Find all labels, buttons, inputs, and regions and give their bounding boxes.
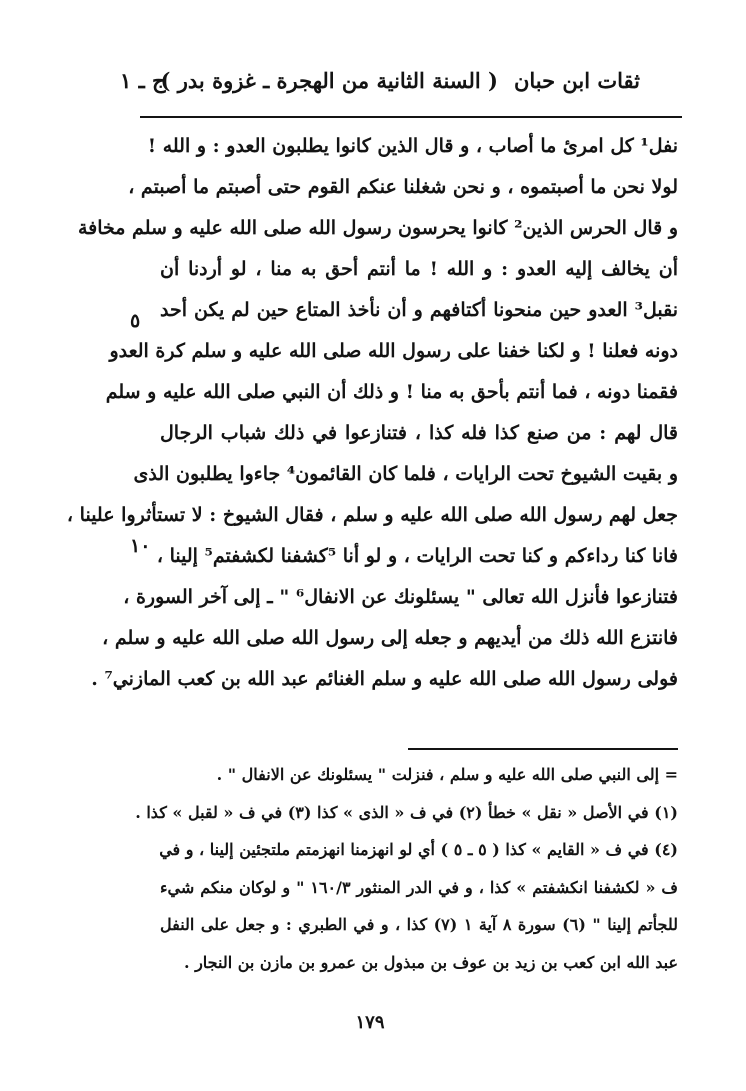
footnote-line: (١) في الأصل « نقل » خطأ (٢) في ف « الذى » كذا (٣) في ف « لقبل » كذا .: [135, 802, 678, 822]
text-line: نفل¹ كل امرئ ما أصاب ، و قال الذين كانوا يطلبون العدو : و الله !: [147, 135, 678, 157]
text-line: دونه فعلنا ! و لكنا خفنا على رسول الله صلى الله عليه و سلم كرة العدو: [109, 340, 678, 362]
footnote-line: ف « لكشفنا انكشفتم » كذا ، و في الدر المنثور ١٦٠/٣ " و لوكان منكم شيء: [160, 877, 678, 897]
line-number-10: ١٠: [130, 535, 151, 557]
running-header: [120, 68, 640, 104]
book-title: ثقات ابن حبان: [513, 68, 640, 93]
text-line: أن يخالف إليه العدو : و الله ! ما أنتم أحق به منا ، لو أردنا أن: [160, 258, 678, 280]
text-line: لولا نحن ما أصبتموه ، و نحن شغلنا عنكم القوم حتى أصبتم ما أصبتم ،: [128, 176, 678, 198]
footnote-rule: [408, 748, 678, 750]
text-line: جعل لهم رسول الله صلى الله عليه و سلم ، فقال الشيوخ : لا تستأثروا علينا ،: [66, 504, 678, 526]
text-line: و بقيت الشيوخ تحت الرايات ، فلما كان القائمون⁴ جاءوا يطلبون الذى: [133, 463, 678, 485]
text-line: فانتزع الله ذلك من أيديهم و جعله إلى رسول الله صلى الله عليه و سلم ،: [102, 627, 678, 649]
page-number: ١٧٩: [355, 1012, 385, 1033]
section-title: ( السنة الثانية من الهجرة ـ غزوة بدر ): [160, 68, 498, 93]
text-line: و قال الحرس الذين² كانوا يحرسون رسول الله صلى الله عليه و سلم مخافة: [77, 217, 678, 239]
footnote-line: للجأتم إلينا " (٦) سورة ٨ آية ١ (٧) كذا ، و في الطبري : و جعل على النفل: [160, 915, 678, 934]
volume-number: ج ـ ١: [120, 68, 166, 93]
header-rule: [140, 116, 682, 118]
footnotes: [135, 756, 678, 981]
text-line: نقبل³ العدو حين منحونا أكتافهم و أن نأخذ المتاع حين لم يكن أحد: [160, 299, 678, 321]
text-line: فولى رسول الله صلى الله عليه و سلم الغنائم عبد الله بن كعب المازني⁷ .: [91, 668, 678, 690]
footnote-line: = إلى النبي صلى الله عليه و سلم ، فنزلت " يسئلونك عن الانفال " .: [216, 765, 678, 784]
footnote-line: عبد الله ابن كعب بن زيد بن عوف بن مبذول بن عمرو بن مازن بن النجار .: [183, 952, 678, 972]
text-line: فتنازعوا فأنزل الله تعالى " يسئلونك عن الانفال⁶ " ـ إلى آخر السورة ،: [123, 586, 678, 608]
text-line: قال لهم : من صنع كذا فله كذا ، فتنازعوا في ذلك شباب الرجال: [160, 422, 678, 444]
text-line: فقمنا دونه ، فما أنتم بأحق به منا ! و ذلك أن النبي صلى الله عليه و سلم: [105, 381, 678, 403]
footnote-line: (٤) في ف « القايم » كذا ( ٥ ـ ٥ ) أي لو انهزمنا انهزمتم ملتجئين إلينا ، و في: [159, 840, 678, 859]
line-number-5: ٥: [130, 310, 141, 332]
text-line: فانا كنا رداءكم و كنا تحت الرايات ، و لو أنا ⁵كشفنا لكشفتم⁵ إلينا ،: [156, 545, 678, 567]
